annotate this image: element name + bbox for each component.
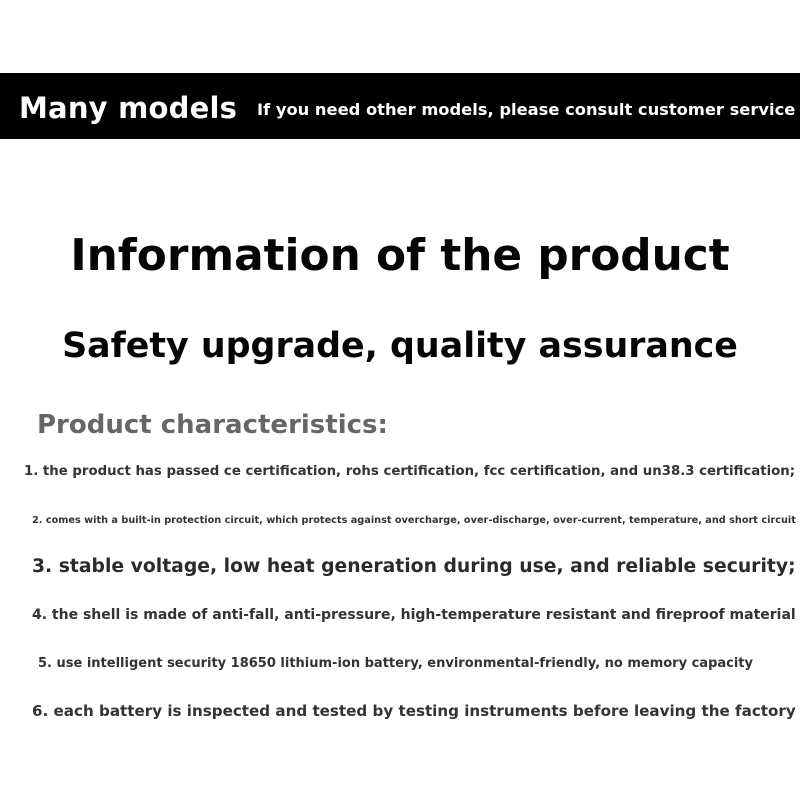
characteristic-item: 5. use intelligent security 18650 lithium-ion battery, environmental-friendly, no memory capacity <box>38 656 753 671</box>
page-title: Information of the product <box>70 230 730 281</box>
characteristic-item: 1. the product has passed ce certification, rohs certification, fcc certification, and un38.3 certification; <box>24 464 796 479</box>
models-banner <box>0 73 800 139</box>
banner-title: Many models <box>19 91 238 125</box>
banner-note: If you need other models, please consult customer service <box>257 100 796 119</box>
characteristics-heading: Product characteristics: <box>37 410 388 440</box>
characteristic-item: 4. the shell is made of anti-fall, anti-pressure, high-temperature resistant and fireproof material <box>32 607 796 623</box>
characteristic-item: 2. comes with a built-in protection circuit, which protects against overcharge, over-discharge, over-current, temperature, and short circuit <box>32 515 796 526</box>
page-subtitle: Safety upgrade, quality assurance <box>62 326 738 366</box>
characteristic-item: 6. each battery is inspected and tested by testing instruments before leaving the factory <box>32 702 796 720</box>
characteristic-item: 3. stable voltage, low heat generation during use, and reliable security; <box>32 556 796 577</box>
